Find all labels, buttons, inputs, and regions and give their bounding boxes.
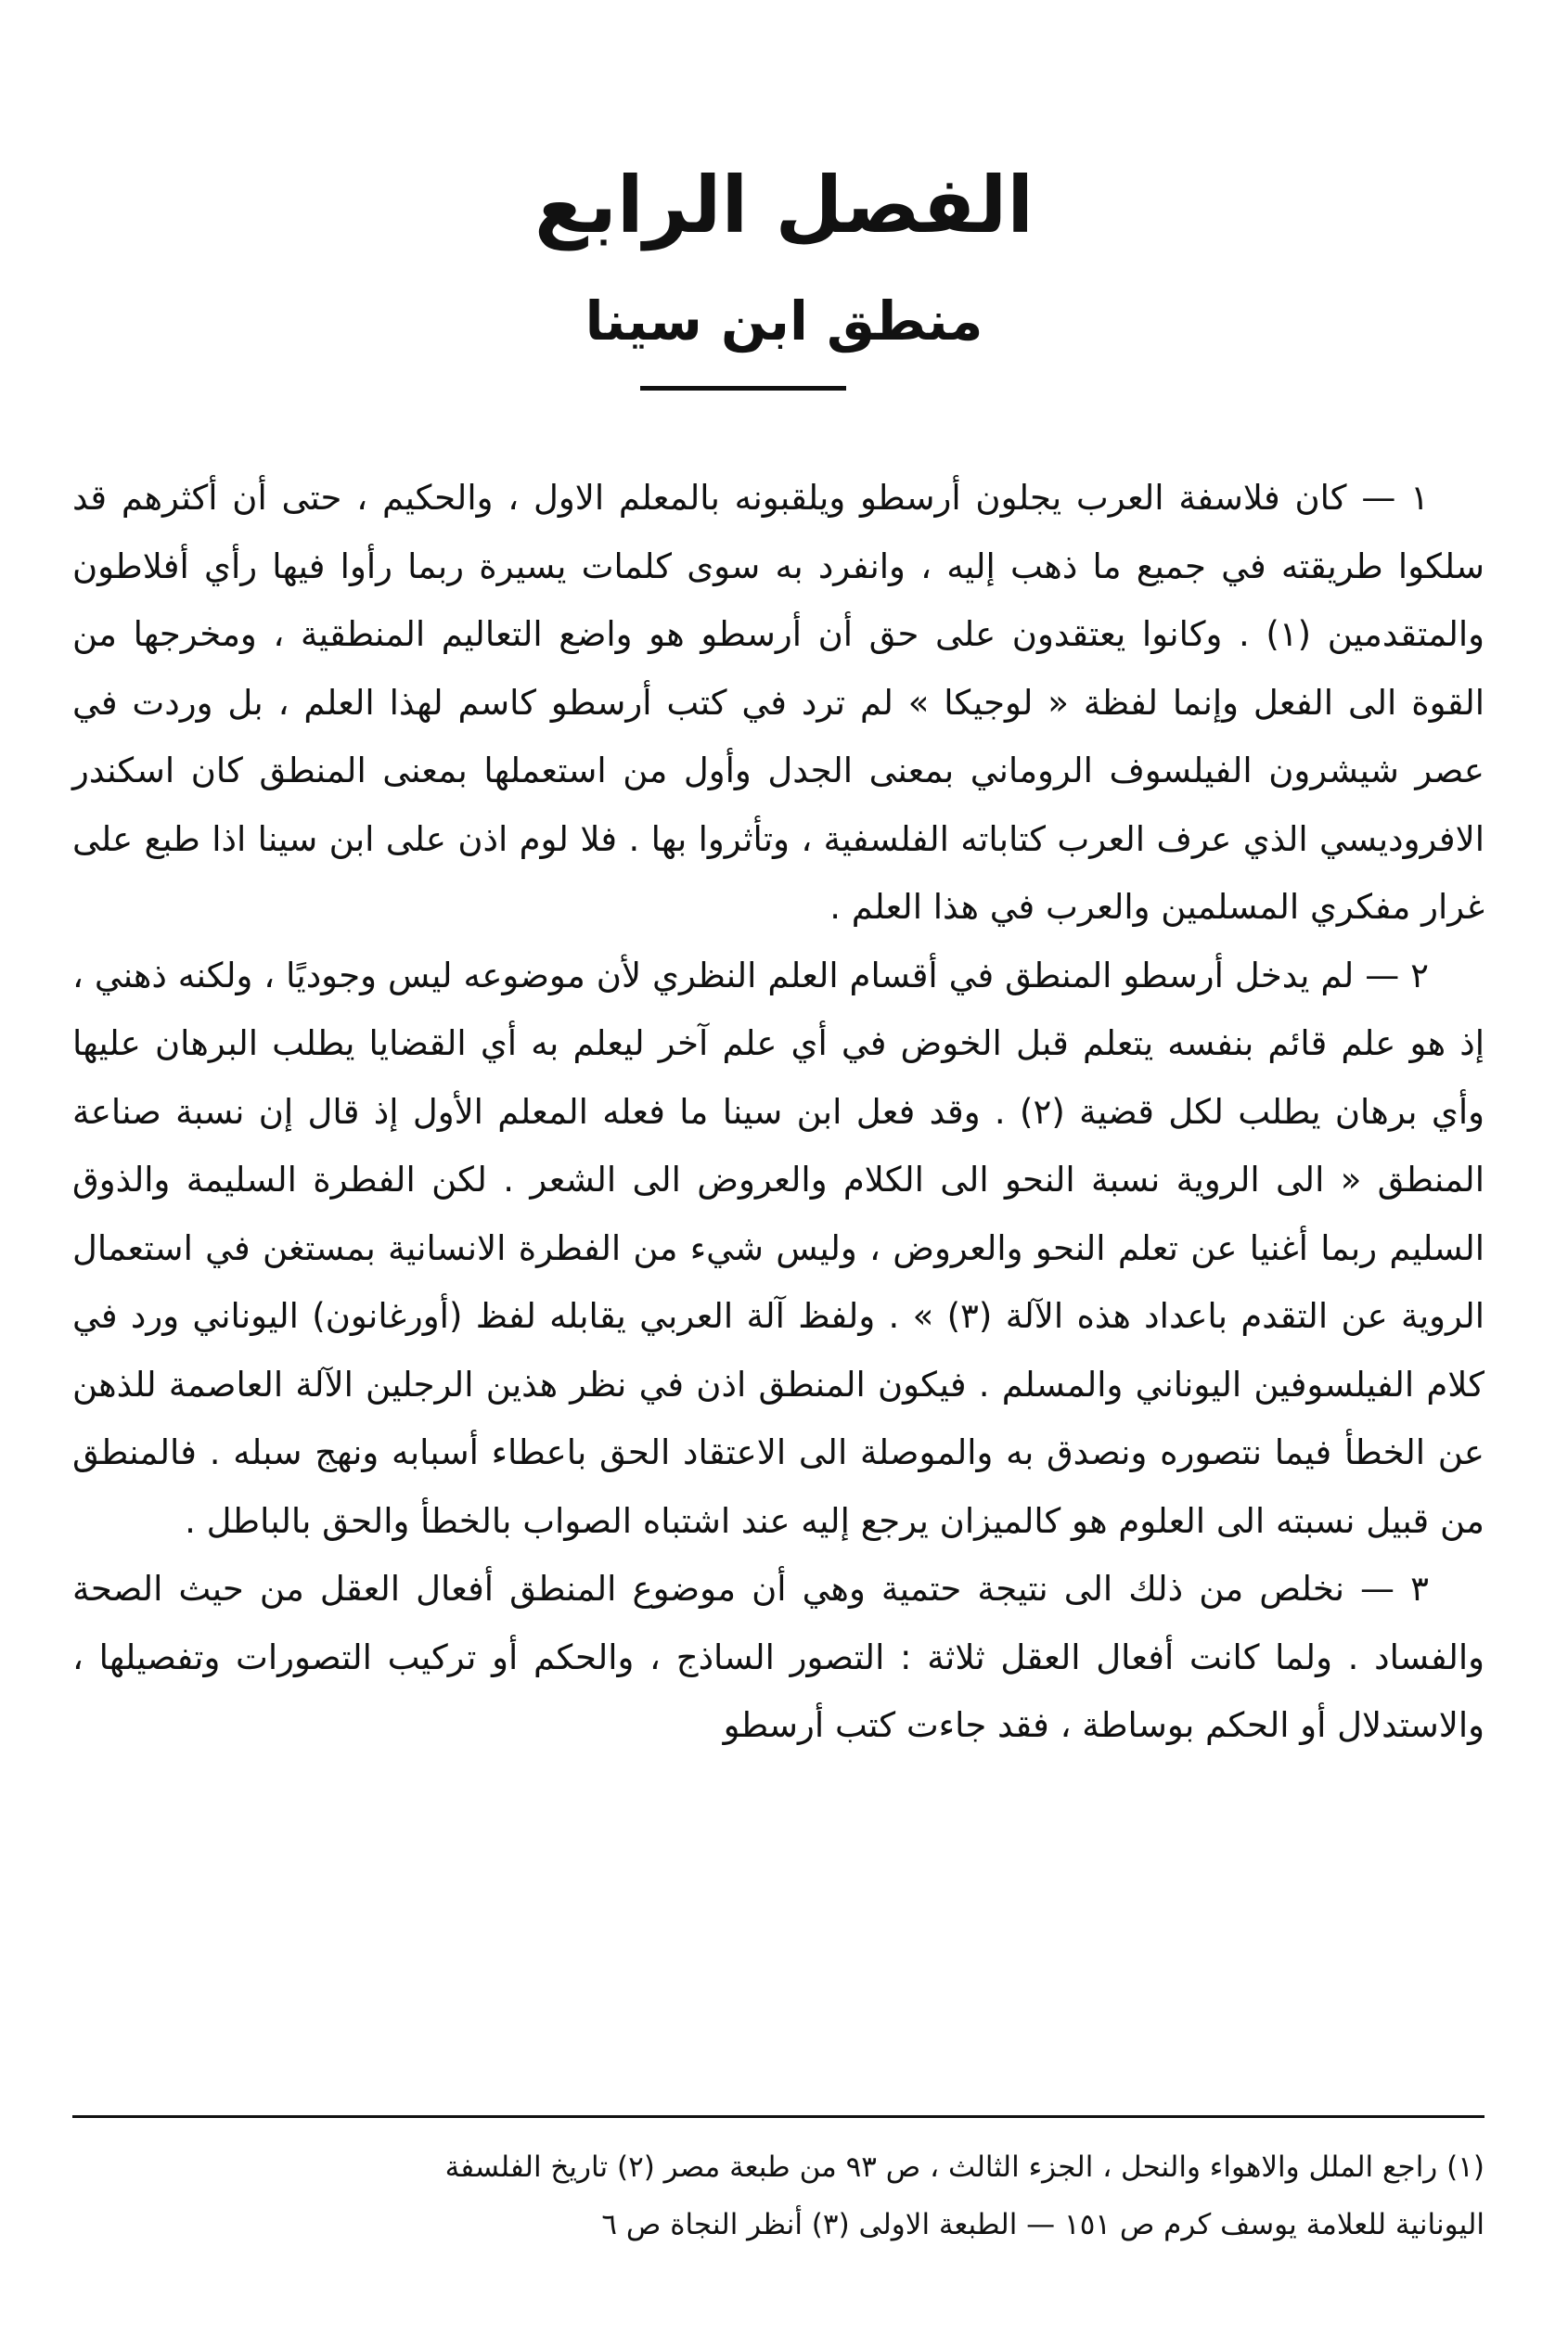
chapter-title: الفصل الرابع	[533, 160, 1035, 251]
title-divider	[640, 386, 846, 391]
footnote-line-1: (١) راجع الملل والاهواء والنحل ، الجزء الثالث ، ص ٩٣ من طبعة مصر (٢) تاريخ الفلسفة	[444, 2150, 1484, 2184]
footnotes	[72, 2138, 1484, 2253]
paragraph-1: ١ — كان فلاسفة العرب يجلون أرسطو ويلقبونه بالمعلم الاول ، والحكيم ، حتى أن أكثرهم قد سلكوا طريقته في جميع ما ذهب إليه ، وانفرد به سوى كلمات يسيرة ربما رأوا فيها رأي أفلاطون والمتقدمين (١) . وكانوا يعتقدون على حق أن أرسطو هو واضع التعاليم المنطقية ، ومخرجها من القوة الى الفعل وإنما لفظة « لوجيكا » لم ترد في كتب أرسطو كاسم لهذا العلم ، بل وردت في عصر شيشرون الفيلسوف الروماني بمعنى الجدل وأول من استعملها بمعنى المنطق كان اسكندر الافروديسي الذي عرف العرب كتاباته الفلسفية ، وتأثروا بها . فلا لوم اذن على ابن سينا اذا طبع على غرار مفكري المسلمين والعرب في هذا العلم .	[72, 478, 1484, 927]
body-text	[72, 464, 1484, 1760]
chapter-subtitle: منطق ابن سينا	[585, 289, 983, 353]
footnote-divider	[72, 2115, 1484, 2118]
footnote-line-2: اليونانية للعلامة يوسف كرم ص ١٥١ — الطبعة الاولى (٣) أنظر النجاة ص ٦	[601, 2208, 1484, 2241]
paragraph-2: ٢ — لم يدخل أرسطو المنطق في أقسام العلم النظري لأن موضوعه ليس وجوديًا ، ولكنه ذهني ، إذ هو علم قائم بنفسه يتعلم قبل الخوض في أي علم آخر ليعلم به أي القضايا يطلب البرهان عليها وأي برهان يطلب لكل قضية (٢) . وقد فعل ابن سينا ما فعله المعلم الأول إذ قال إن نسبة صناعة المنطق « الى الروية نسبة النحو الى الكلام والعروض الى الشعر . لكن الفطرة السليمة والذوق السليم ربما أغنيا عن تعلم النحو والعروض ، وليس شيء من الفطرة الانسانية بمستغن في استعمال الروية عن التقدم باعداد هذه الآلة (٣) » . ولفظ آلة العربي يقابله لفظ (أورغانون) اليوناني ورد في كلام الفيلسوفين اليوناني والمسلم . فيكون المنطق اذن في نظر هذين الرجلين الآلة العاصمة للذهن عن الخطأ فيما نتصوره ونصدق به والموصلة الى الاعتقاد الحق باعطاء أسبابه ونهج سبله . فالمنطق من قبيل نسبته الى العلوم هو كالميزان يرجع إليه عند اشتباه الصواب بالخطأ والحق بالباطل .	[72, 955, 1485, 1541]
paragraph-3: ٣ — نخلص من ذلك الى نتيجة حتمية وهي أن موضوع المنطق أفعال العقل من حيث الصحة والفساد . ولما كانت أفعال العقل ثلاثة : التصور الساذج ، والحكم أو تركيب التصورات وتفصيلها ، والاستدلال أو الحكم بوساطة ، فقد جاءت كتب أرسطو	[72, 1569, 1484, 1745]
